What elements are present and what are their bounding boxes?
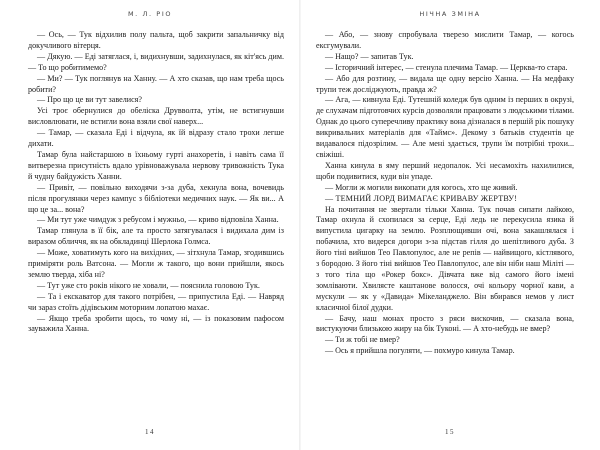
paragraph: — Або для розтину, — видала ще одну версію Ханна. — На медфаку трупи теж досліджують, правда ж? bbox=[316, 73, 574, 94]
paragraph: — ТЕМНИЙ ЛОРД ВИМАГАЄ КРИВАВУ ЖЕРТВУ! bbox=[325, 193, 518, 203]
paragraph: — Ага, — кивнула Еді. Тутешній коледж був одним із перших в окрузі, де слухачам підготовчих курсів дозволяли працювати з людськими тілами. Однак до цього суперечливу практику вона дізналася в першій рік пошуку викривальних матеріалів для «Таймс». Декому з батьків студентів це видавалося підозрілим. — Але мені здається, трупи їм потрібні трохи... свіжіші. bbox=[316, 95, 574, 159]
paragraph: — Якщо треба зробити щось, то чому ні, — із показовим пафосом зауважила Ханна. bbox=[28, 313, 284, 334]
page-number-left: 14 bbox=[145, 428, 155, 436]
paragraph: Ханна кинула в яму перший недопалок. Усі несамохіть нахилилися, щоби подивитися, куди він упаде. bbox=[316, 160, 574, 181]
paragraph: — Привіт, — повільно виходячи з-за дуба, хекнула вона, вочевидь після прогулянки через кампус з бібліотеки медичних наук. — Як ви... А що це за... вона? bbox=[28, 182, 284, 214]
running-head-title: НІЧНА ЗМІНА bbox=[419, 10, 481, 18]
paragraph: Тамар глянула в її бік, але та просто затягувалася і видихала дим із виразом обличчя, як на обкладинці Шерлока Голмса. bbox=[28, 226, 284, 247]
left-page-body bbox=[28, 30, 284, 335]
paragraph: — Дякую. — Еді затяглася, і, видихнувши, задихнулася, як кіт'ясь дим. — То що робитимемо? bbox=[28, 51, 284, 72]
paragraph: — Ти ж тобі не вмер? bbox=[325, 335, 400, 345]
page-number-right: 15 bbox=[445, 428, 455, 436]
paragraph: — Ми тут уже чимдуж з ребусом і мужньо, — криво відповіла Ханна. bbox=[37, 215, 279, 225]
paragraph: — Могли ж могили викопати для когось, хто ще живий. bbox=[325, 182, 518, 192]
paragraph: — Нащо? — запитав Тук. bbox=[325, 51, 414, 61]
paragraph: — Ось, — Тук відхилив полу пальта, щоб закрити запальничку від докучливого вітерця. bbox=[28, 30, 284, 50]
paragraph: — Та і екскаватор для такого потрібен, — припустила Еді. — Навряд чи зараз стоїть дідівським моторним лопатою махає. bbox=[28, 291, 284, 312]
paragraph: — Тут уже сто років нікого не ховали, — пояснила головою Тук. bbox=[37, 280, 260, 290]
paragraph: — Про що це ви тут завелися? bbox=[37, 95, 142, 105]
right-page-body bbox=[316, 30, 574, 357]
paragraph: — Тамар, — сказала Еді і відчула, як їй відразу стало трохи легше дихати. bbox=[28, 128, 284, 149]
paragraph: Усі троє обернулися до обеліска Друвволта, утім, не встигнувши висловлювати, не встигли вона взяли свої наверх... bbox=[28, 106, 284, 127]
right-page bbox=[300, 0, 600, 450]
paragraph: — Ми? — Тук поглянув на Ханну. — А хто сказав, що нам треба щось робити? bbox=[28, 73, 284, 94]
paragraph: — Або, — знову спробувала тверезо мислити Тамар, — когось ексгумували. bbox=[316, 30, 574, 50]
paragraph: — Може, ховатимуть кого на вихідних, — зітхнула Тамар, згодившись приміряти роль Ватсона. — Могли ж такого, що вони прийшли, якось землю тверда, хіба ні? bbox=[28, 248, 284, 279]
running-head-author: М. Л. РІО bbox=[127, 10, 173, 18]
paragraph: — Бачу, наш монах просто з ряси вискочив, — сказала вона, вистукуючи близькою жиру на бік Туконі. — А хто-небудь не вмер? bbox=[316, 313, 574, 334]
paragraph: На почитання не звертали тільки Ханна. Тук почав сипати лайкою, Тамар охнула й схопилася за серце, Еді ледь не перекусила язика й випустила цигарку на землю. Розплющивши очі, вона закашлялася і побачила, хто видерся догори з-за підстав гілля до шепітливого дуба. З його тіні вийшов Тео Павлопулос, але не репів — найвищого, кістлявого, з бородою. З його тіні вийшов Тео Павлопулос, але він ніби наш Міліті — з того тіла що «Рокер бокс». Дівчата вже від самого його імені зомліваюти. Хвилясте каштанове волосся, очі кольору чорної кави, а мускули — як у «Давида» Мікеланджело. Він вбирався немов у лист класичної білої дудки. bbox=[316, 204, 574, 312]
paragraph: Тамар була найстаршою в їхньому гурті анахоретів, і навіть сама її витверезна присутність вдало урівноважувала нервову тривожність Тука й чудну байдужість Ханни. bbox=[28, 149, 284, 181]
paragraph: — Ось я прийшла погуляти, — похмуро кинула Тамар. bbox=[325, 346, 515, 356]
paragraph: — Історичний інтерес, — стенула плечима Тамар. — Церква-то стара. bbox=[325, 62, 568, 72]
